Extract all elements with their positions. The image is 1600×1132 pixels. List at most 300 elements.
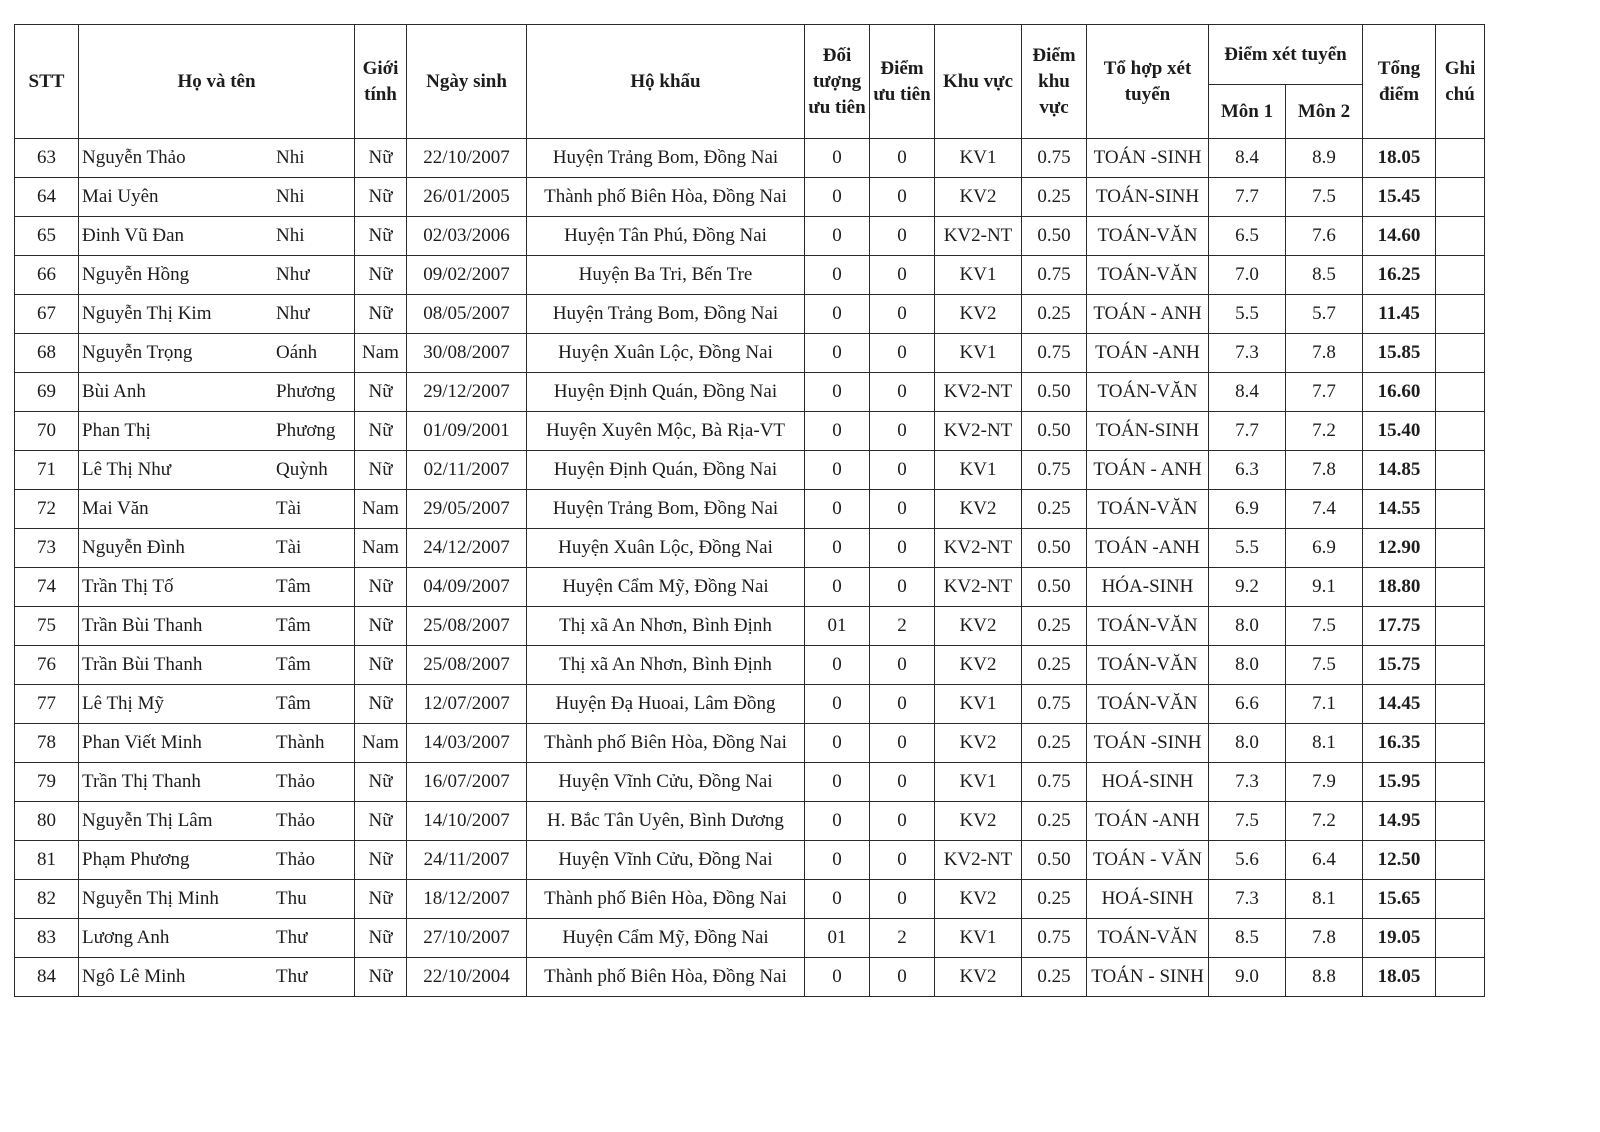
table-row — [15, 217, 1485, 256]
cell-priority-points: 0 — [870, 139, 935, 178]
cell-area: KV2 — [935, 880, 1022, 919]
cell-area: KV2-NT — [935, 568, 1022, 607]
cell-stt: 64 — [15, 178, 79, 217]
cell-combination: TOÁN -ANH — [1087, 334, 1209, 373]
cell-subject-2: 7.5 — [1286, 646, 1363, 685]
cell-gender: Nữ — [355, 217, 407, 256]
cell-note — [1436, 334, 1485, 373]
cell-dob: 26/01/2005 — [407, 178, 527, 217]
cell-subject-1: 5.6 — [1209, 841, 1286, 880]
cell-subject-1: 7.3 — [1209, 880, 1286, 919]
surname: Mai Uyên — [82, 186, 159, 207]
table-row — [15, 490, 1485, 529]
table-row — [15, 919, 1485, 958]
given-name: Thành — [276, 732, 325, 753]
header-area-points: Điểm khu vực — [1022, 25, 1087, 139]
cell-dob: 12/07/2007 — [407, 685, 527, 724]
cell-stt: 71 — [15, 451, 79, 490]
cell-name — [79, 880, 355, 919]
cell-address: Huyện Trảng Bom, Đồng Nai — [527, 490, 805, 529]
cell-subject-1: 7.0 — [1209, 256, 1286, 295]
cell-dob: 30/08/2007 — [407, 334, 527, 373]
cell-subject-2: 7.4 — [1286, 490, 1363, 529]
header-subject-2: Môn 2 — [1286, 85, 1363, 139]
cell-name — [79, 685, 355, 724]
cell-total: 14.45 — [1363, 685, 1436, 724]
cell-gender: Nữ — [355, 256, 407, 295]
cell-priority-points: 0 — [870, 451, 935, 490]
cell-address: Thành phố Biên Hòa, Đồng Nai — [527, 724, 805, 763]
cell-name — [79, 958, 355, 997]
cell-stt: 75 — [15, 607, 79, 646]
cell-gender: Nam — [355, 529, 407, 568]
table-row — [15, 295, 1485, 334]
cell-address: Huyện Đạ Huoai, Lâm Đồng — [527, 685, 805, 724]
cell-stt: 74 — [15, 568, 79, 607]
cell-subject-2: 8.1 — [1286, 724, 1363, 763]
cell-gender: Nữ — [355, 607, 407, 646]
cell-name — [79, 256, 355, 295]
cell-combination: TOÁN - ANH — [1087, 451, 1209, 490]
cell-name — [79, 841, 355, 880]
cell-address: Huyện Xuân Lộc, Đồng Nai — [527, 529, 805, 568]
cell-total: 16.60 — [1363, 373, 1436, 412]
cell-address: Thành phố Biên Hòa, Đồng Nai — [527, 958, 805, 997]
cell-name — [79, 763, 355, 802]
cell-combination: TOÁN-VĂN — [1087, 607, 1209, 646]
cell-area-points: 0.25 — [1022, 724, 1087, 763]
cell-name — [79, 412, 355, 451]
cell-subject-2: 9.1 — [1286, 568, 1363, 607]
cell-stt: 78 — [15, 724, 79, 763]
header-combination: Tổ hợp xét tuyển — [1087, 25, 1209, 139]
surname: Mai Văn — [82, 498, 149, 519]
given-name: Thảo — [276, 810, 316, 831]
cell-combination: TOÁN-VĂN — [1087, 919, 1209, 958]
cell-area-points: 0.25 — [1022, 295, 1087, 334]
cell-priority-points: 0 — [870, 685, 935, 724]
cell-address: Huyện Định Quán, Đồng Nai — [527, 373, 805, 412]
cell-area: KV2 — [935, 958, 1022, 997]
cell-area: KV2 — [935, 490, 1022, 529]
cell-dob: 24/11/2007 — [407, 841, 527, 880]
cell-dob: 01/09/2001 — [407, 412, 527, 451]
cell-address: Huyện Vĩnh Cửu, Đồng Nai — [527, 841, 805, 880]
header-area: Khu vực — [935, 25, 1022, 139]
cell-priority-points: 0 — [870, 217, 935, 256]
cell-priority-target: 0 — [805, 568, 870, 607]
cell-area-points: 0.25 — [1022, 646, 1087, 685]
given-name: Phương — [276, 420, 336, 441]
cell-priority-points: 0 — [870, 646, 935, 685]
cell-dob: 22/10/2007 — [407, 139, 527, 178]
cell-subject-2: 7.1 — [1286, 685, 1363, 724]
surname: Trần Thị Thanh — [82, 771, 201, 792]
surname: Phạm Phương — [82, 849, 190, 870]
cell-priority-points: 0 — [870, 958, 935, 997]
cell-gender: Nữ — [355, 412, 407, 451]
table-row — [15, 880, 1485, 919]
cell-priority-points: 0 — [870, 412, 935, 451]
table-row — [15, 607, 1485, 646]
cell-address: Huyện Vĩnh Cửu, Đồng Nai — [527, 763, 805, 802]
given-name: Tâm — [276, 654, 311, 675]
cell-total: 14.85 — [1363, 451, 1436, 490]
given-name: Thư — [276, 927, 308, 948]
cell-gender: Nam — [355, 490, 407, 529]
cell-dob: 02/11/2007 — [407, 451, 527, 490]
cell-gender: Nữ — [355, 451, 407, 490]
cell-area: KV2-NT — [935, 529, 1022, 568]
cell-subject-2: 5.7 — [1286, 295, 1363, 334]
cell-subject-2: 7.9 — [1286, 763, 1363, 802]
cell-total: 15.65 — [1363, 880, 1436, 919]
cell-priority-target: 01 — [805, 607, 870, 646]
cell-subject-2: 8.9 — [1286, 139, 1363, 178]
cell-dob: 14/10/2007 — [407, 802, 527, 841]
cell-area-points: 0.25 — [1022, 490, 1087, 529]
cell-combination: TOÁN -SINH — [1087, 724, 1209, 763]
cell-priority-points: 0 — [870, 841, 935, 880]
cell-area: KV1 — [935, 451, 1022, 490]
header-admission-scores: Điểm xét tuyển — [1209, 25, 1363, 85]
cell-area: KV1 — [935, 919, 1022, 958]
cell-gender: Nữ — [355, 685, 407, 724]
cell-total: 15.75 — [1363, 646, 1436, 685]
cell-note — [1436, 451, 1485, 490]
cell-total: 14.60 — [1363, 217, 1436, 256]
table-row — [15, 646, 1485, 685]
cell-note — [1436, 490, 1485, 529]
cell-address: Huyện Cẩm Mỹ, Đồng Nai — [527, 568, 805, 607]
cell-total: 14.55 — [1363, 490, 1436, 529]
given-name: Thảo — [276, 849, 316, 870]
cell-name — [79, 334, 355, 373]
cell-subject-2: 7.2 — [1286, 412, 1363, 451]
cell-priority-target: 0 — [805, 334, 870, 373]
cell-name — [79, 373, 355, 412]
cell-note — [1436, 841, 1485, 880]
cell-priority-target: 0 — [805, 958, 870, 997]
cell-name — [79, 139, 355, 178]
surname: Phan Viết Minh — [82, 732, 202, 753]
cell-gender: Nữ — [355, 373, 407, 412]
cell-stt: 84 — [15, 958, 79, 997]
cell-subject-2: 7.8 — [1286, 334, 1363, 373]
cell-total: 16.35 — [1363, 724, 1436, 763]
cell-stt: 79 — [15, 763, 79, 802]
cell-subject-1: 6.3 — [1209, 451, 1286, 490]
cell-area-points: 0.25 — [1022, 880, 1087, 919]
cell-subject-1: 8.0 — [1209, 724, 1286, 763]
surname: Trần Bùi Thanh — [82, 615, 203, 636]
cell-subject-1: 5.5 — [1209, 529, 1286, 568]
cell-note — [1436, 958, 1485, 997]
surname: Trần Thị Tố — [82, 576, 174, 597]
cell-subject-1: 9.2 — [1209, 568, 1286, 607]
cell-total: 18.05 — [1363, 139, 1436, 178]
cell-combination: TOÁN -ANH — [1087, 529, 1209, 568]
cell-subject-2: 7.6 — [1286, 217, 1363, 256]
cell-area-points: 0.50 — [1022, 529, 1087, 568]
cell-name — [79, 919, 355, 958]
cell-gender: Nữ — [355, 568, 407, 607]
cell-subject-1: 8.0 — [1209, 607, 1286, 646]
table-row — [15, 373, 1485, 412]
cell-address: Huyện Ba Tri, Bến Tre — [527, 256, 805, 295]
cell-combination: TOÁN - ANH — [1087, 295, 1209, 334]
given-name: Nhi — [276, 186, 305, 207]
cell-priority-points: 0 — [870, 334, 935, 373]
cell-gender: Nữ — [355, 295, 407, 334]
given-name: Thu — [276, 888, 307, 909]
cell-priority-points: 0 — [870, 295, 935, 334]
cell-stt: 63 — [15, 139, 79, 178]
cell-area-points: 0.50 — [1022, 373, 1087, 412]
cell-note — [1436, 529, 1485, 568]
cell-note — [1436, 919, 1485, 958]
cell-stt: 76 — [15, 646, 79, 685]
given-name: Như — [276, 264, 310, 285]
cell-name — [79, 529, 355, 568]
cell-dob: 27/10/2007 — [407, 919, 527, 958]
given-name: Tâm — [276, 693, 311, 714]
surname: Lê Thị Như — [82, 459, 172, 480]
cell-area-points: 0.75 — [1022, 763, 1087, 802]
cell-priority-points: 0 — [870, 178, 935, 217]
cell-area-points: 0.25 — [1022, 802, 1087, 841]
cell-dob: 18/12/2007 — [407, 880, 527, 919]
cell-subject-2: 7.5 — [1286, 607, 1363, 646]
cell-combination: HOÁ-SINH — [1087, 763, 1209, 802]
cell-subject-2: 7.8 — [1286, 919, 1363, 958]
cell-stt: 81 — [15, 841, 79, 880]
surname: Nguyễn Hồng — [82, 264, 190, 285]
cell-address: Huyện Định Quán, Đồng Nai — [527, 451, 805, 490]
surname: Nguyễn Thảo — [82, 147, 186, 168]
cell-subject-1: 7.7 — [1209, 178, 1286, 217]
cell-gender: Nam — [355, 334, 407, 373]
cell-address: Huyện Cẩm Mỹ, Đồng Nai — [527, 919, 805, 958]
cell-area: KV2 — [935, 646, 1022, 685]
cell-area: KV2 — [935, 178, 1022, 217]
cell-priority-points: 0 — [870, 529, 935, 568]
cell-gender: Nữ — [355, 763, 407, 802]
cell-note — [1436, 880, 1485, 919]
cell-combination: TOÁN -ANH — [1087, 802, 1209, 841]
cell-area: KV2 — [935, 295, 1022, 334]
admission-results-table — [14, 24, 1485, 997]
cell-combination: TOÁN -SINH — [1087, 139, 1209, 178]
surname: Bùi Anh — [82, 381, 146, 402]
given-name: Thảo — [276, 771, 316, 792]
cell-priority-target: 0 — [805, 763, 870, 802]
cell-priority-points: 0 — [870, 256, 935, 295]
cell-dob: 08/05/2007 — [407, 295, 527, 334]
surname: Lê Thị Mỹ — [82, 693, 164, 714]
cell-stt: 65 — [15, 217, 79, 256]
cell-address: Thị xã An Nhơn, Bình Định — [527, 607, 805, 646]
table-row — [15, 841, 1485, 880]
cell-area-points: 0.50 — [1022, 412, 1087, 451]
cell-gender: Nữ — [355, 880, 407, 919]
cell-note — [1436, 763, 1485, 802]
cell-name — [79, 295, 355, 334]
cell-combination: TOÁN-SINH — [1087, 412, 1209, 451]
cell-combination: TOÁN-VĂN — [1087, 217, 1209, 256]
cell-total: 12.50 — [1363, 841, 1436, 880]
cell-subject-1: 7.3 — [1209, 763, 1286, 802]
header-priority-points: Điểm ưu tiên — [870, 25, 935, 139]
given-name: Quỳnh — [276, 459, 328, 480]
cell-note — [1436, 802, 1485, 841]
header-name: Họ và tên — [79, 25, 355, 139]
cell-priority-points: 0 — [870, 802, 935, 841]
cell-gender: Nữ — [355, 841, 407, 880]
cell-stt: 83 — [15, 919, 79, 958]
cell-gender: Nữ — [355, 802, 407, 841]
cell-priority-points: 2 — [870, 607, 935, 646]
cell-dob: 25/08/2007 — [407, 607, 527, 646]
cell-subject-1: 6.9 — [1209, 490, 1286, 529]
cell-area-points: 0.75 — [1022, 256, 1087, 295]
cell-name — [79, 178, 355, 217]
cell-note — [1436, 724, 1485, 763]
cell-address: Huyện Xuân Lộc, Đồng Nai — [527, 334, 805, 373]
cell-area: KV1 — [935, 256, 1022, 295]
cell-dob: 02/03/2006 — [407, 217, 527, 256]
cell-subject-1: 8.0 — [1209, 646, 1286, 685]
cell-area: KV2 — [935, 724, 1022, 763]
cell-dob: 09/02/2007 — [407, 256, 527, 295]
cell-area: KV1 — [935, 685, 1022, 724]
cell-note — [1436, 178, 1485, 217]
cell-stt: 80 — [15, 802, 79, 841]
cell-note — [1436, 568, 1485, 607]
cell-area-points: 0.25 — [1022, 607, 1087, 646]
header-subject-1: Môn 1 — [1209, 85, 1286, 139]
cell-area: KV2-NT — [935, 373, 1022, 412]
surname: Nguyễn Thị Minh — [82, 888, 219, 909]
cell-dob: 16/07/2007 — [407, 763, 527, 802]
cell-combination: TOÁN-VĂN — [1087, 646, 1209, 685]
cell-combination: HÓA-SINH — [1087, 568, 1209, 607]
cell-subject-2: 8.8 — [1286, 958, 1363, 997]
cell-subject-2: 7.7 — [1286, 373, 1363, 412]
cell-subject-2: 7.5 — [1286, 178, 1363, 217]
cell-address: Thị xã An Nhơn, Bình Định — [527, 646, 805, 685]
surname: Trần Bùi Thanh — [82, 654, 203, 675]
cell-note — [1436, 373, 1485, 412]
table-row — [15, 256, 1485, 295]
surname: Đinh Vũ Đan — [82, 225, 185, 246]
cell-area-points: 0.75 — [1022, 685, 1087, 724]
surname: Nguyễn Thị Lâm — [82, 810, 213, 831]
table-row — [15, 802, 1485, 841]
given-name: Như — [276, 303, 310, 324]
given-name: Thư — [276, 966, 308, 987]
cell-total: 12.90 — [1363, 529, 1436, 568]
header-note: Ghi chú — [1436, 25, 1485, 139]
cell-gender: Nữ — [355, 646, 407, 685]
cell-subject-2: 6.4 — [1286, 841, 1363, 880]
table-header — [15, 25, 1485, 139]
cell-dob: 24/12/2007 — [407, 529, 527, 568]
given-name: Oánh — [276, 342, 318, 363]
cell-stt: 72 — [15, 490, 79, 529]
cell-area-points: 0.50 — [1022, 217, 1087, 256]
cell-name — [79, 217, 355, 256]
cell-priority-target: 0 — [805, 724, 870, 763]
header-dob: Ngày sinh — [407, 25, 527, 139]
cell-priority-target: 0 — [805, 841, 870, 880]
cell-area-points: 0.50 — [1022, 841, 1087, 880]
cell-note — [1436, 646, 1485, 685]
cell-dob: 29/05/2007 — [407, 490, 527, 529]
cell-stt: 77 — [15, 685, 79, 724]
cell-combination: TOÁN-VĂN — [1087, 490, 1209, 529]
cell-priority-target: 0 — [805, 490, 870, 529]
cell-subject-2: 8.5 — [1286, 256, 1363, 295]
cell-gender: Nữ — [355, 139, 407, 178]
cell-note — [1436, 256, 1485, 295]
cell-subject-1: 8.5 — [1209, 919, 1286, 958]
table-row — [15, 178, 1485, 217]
cell-area-points: 0.50 — [1022, 568, 1087, 607]
cell-priority-target: 01 — [805, 919, 870, 958]
cell-name — [79, 724, 355, 763]
cell-dob: 29/12/2007 — [407, 373, 527, 412]
surname: Nguyễn Thị Kim — [82, 303, 212, 324]
cell-combination: TOÁN-VĂN — [1087, 685, 1209, 724]
cell-subject-1: 8.4 — [1209, 373, 1286, 412]
cell-priority-target: 0 — [805, 529, 870, 568]
given-name: Tài — [276, 537, 302, 558]
header-priority-target: Đối tượng ưu tiên — [805, 25, 870, 139]
cell-combination: HOÁ-SINH — [1087, 880, 1209, 919]
cell-subject-1: 5.5 — [1209, 295, 1286, 334]
cell-name — [79, 646, 355, 685]
cell-total: 19.05 — [1363, 919, 1436, 958]
cell-subject-1: 7.7 — [1209, 412, 1286, 451]
cell-priority-target: 0 — [805, 178, 870, 217]
cell-priority-target: 0 — [805, 217, 870, 256]
surname: Lương Anh — [82, 927, 170, 948]
cell-area: KV2 — [935, 802, 1022, 841]
cell-note — [1436, 607, 1485, 646]
table-row — [15, 451, 1485, 490]
table-row — [15, 568, 1485, 607]
cell-note — [1436, 412, 1485, 451]
cell-address: H. Bắc Tân Uyên, Bình Dương — [527, 802, 805, 841]
cell-priority-points: 0 — [870, 568, 935, 607]
cell-priority-target: 0 — [805, 802, 870, 841]
cell-area: KV1 — [935, 763, 1022, 802]
cell-stt: 73 — [15, 529, 79, 568]
cell-dob: 25/08/2007 — [407, 646, 527, 685]
cell-total: 17.75 — [1363, 607, 1436, 646]
table-body — [15, 139, 1485, 997]
header-total: Tổng điểm — [1363, 25, 1436, 139]
cell-subject-2: 8.1 — [1286, 880, 1363, 919]
cell-name — [79, 607, 355, 646]
cell-subject-2: 6.9 — [1286, 529, 1363, 568]
cell-address: Huyện Tân Phú, Đồng Nai — [527, 217, 805, 256]
cell-priority-target: 0 — [805, 451, 870, 490]
cell-priority-points: 0 — [870, 373, 935, 412]
cell-total: 15.40 — [1363, 412, 1436, 451]
cell-stt: 66 — [15, 256, 79, 295]
